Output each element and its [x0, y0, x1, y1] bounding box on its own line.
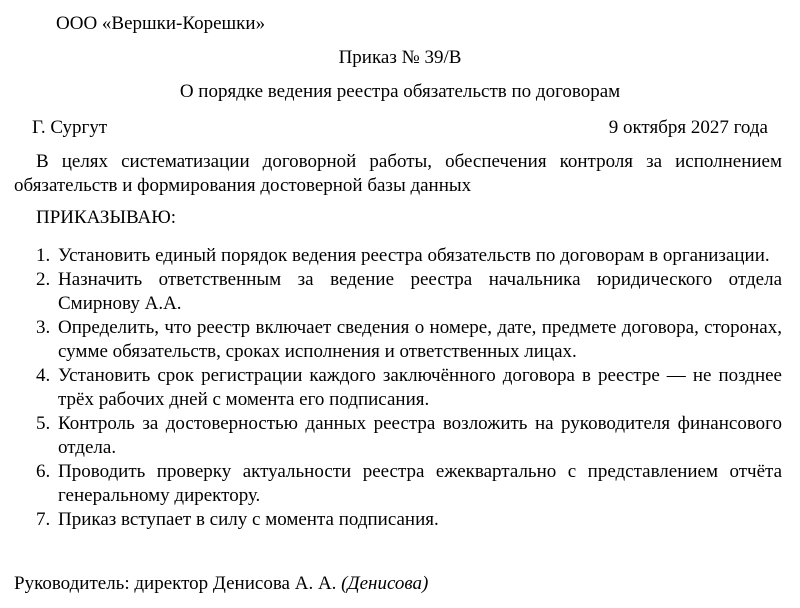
order-items: [36, 244, 782, 532]
signature-line: [14, 572, 428, 596]
item-number: 1.: [36, 245, 51, 266]
item-text: Определить, что реестр включает сведения о номере, дате, предмете договора, сторонах, сумме обязательств, сроках исполнения и ответственных лицах.: [58, 317, 782, 362]
list-item: [36, 316, 782, 364]
item-number: 5.: [36, 413, 51, 434]
list-item: [36, 508, 782, 532]
order-date: 9 октября 2027 года: [608, 117, 768, 138]
item-text: Контроль за достоверностью данных реестра возложить на руководителя финансового отдела.: [58, 413, 782, 458]
signature-name: (Денисова): [341, 573, 429, 594]
item-text: Проводить проверку актуальности реестра ежеквартально с представлением отчёта генеральному директору.: [58, 461, 782, 506]
item-text: Назначить ответственным за ведение реестра начальника юридического отдела Смирнову А.А.: [58, 269, 782, 314]
preamble: В целях систематизации договорной работы, обеспечения контроля за исполнением обязательств и формирования достоверной базы данных: [14, 151, 782, 196]
item-number: 3.: [36, 317, 51, 338]
item-number: 2.: [36, 269, 51, 290]
order-title: Приказ № 39/В: [338, 47, 462, 68]
list-item: [36, 412, 782, 460]
list-item: [36, 364, 782, 412]
item-text: Приказ вступает в силу с момента подписания.: [58, 509, 439, 530]
organization-name: ООО «Вершки-Корешки»: [56, 13, 266, 34]
item-number: 7.: [36, 509, 51, 530]
list-item: [36, 460, 782, 508]
item-number: 4.: [36, 365, 51, 386]
directive: ПРИКАЗЫВАЮ:: [36, 207, 177, 228]
item-text: Установить срок регистрации каждого заключённого договора в реестре — не позднее трёх рабочих дней с момента его подписания.: [58, 365, 782, 410]
signature-prefix: Руководитель: директор Денисова А. А.: [14, 573, 337, 594]
item-text: Установить единый порядок ведения реестра обязательств по договорам в организации.: [58, 245, 770, 266]
item-number: 6.: [36, 461, 51, 482]
order-subject: О порядке ведения реестра обязательств по договорам: [179, 81, 621, 102]
list-item: [36, 268, 782, 316]
list-item: [36, 244, 782, 268]
city: Г. Сургут: [32, 117, 108, 138]
